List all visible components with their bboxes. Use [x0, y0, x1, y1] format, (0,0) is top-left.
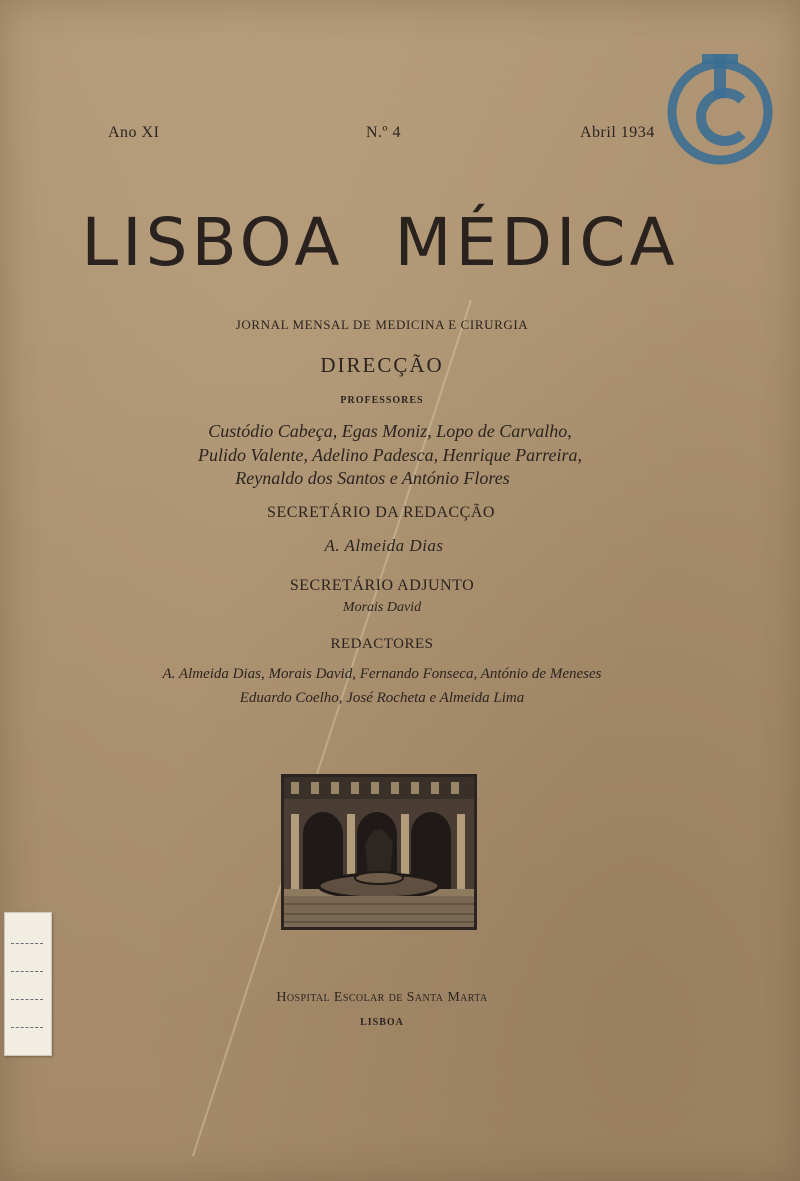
label-line [11, 999, 43, 1000]
professors-label: PROFESSORES [340, 395, 424, 406]
publisher-name: Hospital Escolar de Santa Marta [276, 990, 488, 1005]
library-stamp-icon [664, 42, 776, 170]
professors-line: Reynaldo dos Santos e António Flores [235, 468, 510, 488]
direction-heading: DIRECÇÃO [320, 353, 444, 377]
secretary-name: A. Almeida Dias [324, 536, 444, 555]
assistant-secretary-name: Morais David [342, 600, 422, 615]
assistant-secretary-heading: SECRETÁRIO ADJUNTO [289, 577, 475, 594]
publisher-city: LISBOA [360, 1017, 404, 1028]
journal-subtitle: JORNAL MENSAL DE MEDICINA E CIRURGIA [235, 317, 529, 332]
label-line [11, 943, 43, 944]
volume-label: Ano XI [108, 124, 160, 141]
cloister-fountain-woodcut [281, 774, 477, 930]
label-line [11, 971, 43, 972]
issue-number: N.º 4 [366, 124, 402, 141]
label-line [11, 1027, 43, 1028]
library-shelf-label [4, 912, 52, 1056]
editors-line: Eduardo Coelho, José Rocheta e Almeida Lima [239, 690, 525, 706]
professors-line: Custódio Cabeça, Egas Moniz, Lopo de Carvalho, [208, 421, 572, 441]
journal-title: LISBOA MÉDICA [81, 204, 679, 281]
secretary-heading: SECRETÁRIO DA REDACÇÃO [267, 504, 495, 521]
issue-date: Abril 1934 [580, 124, 655, 141]
editors-heading: REDACTORES [330, 636, 434, 652]
professors-line: Pulido Valente, Adelino Padesca, Henrique Parreira, [198, 445, 582, 465]
editors-line: A. Almeida Dias, Morais David, Fernando Fonseca, António de Meneses [162, 666, 602, 682]
